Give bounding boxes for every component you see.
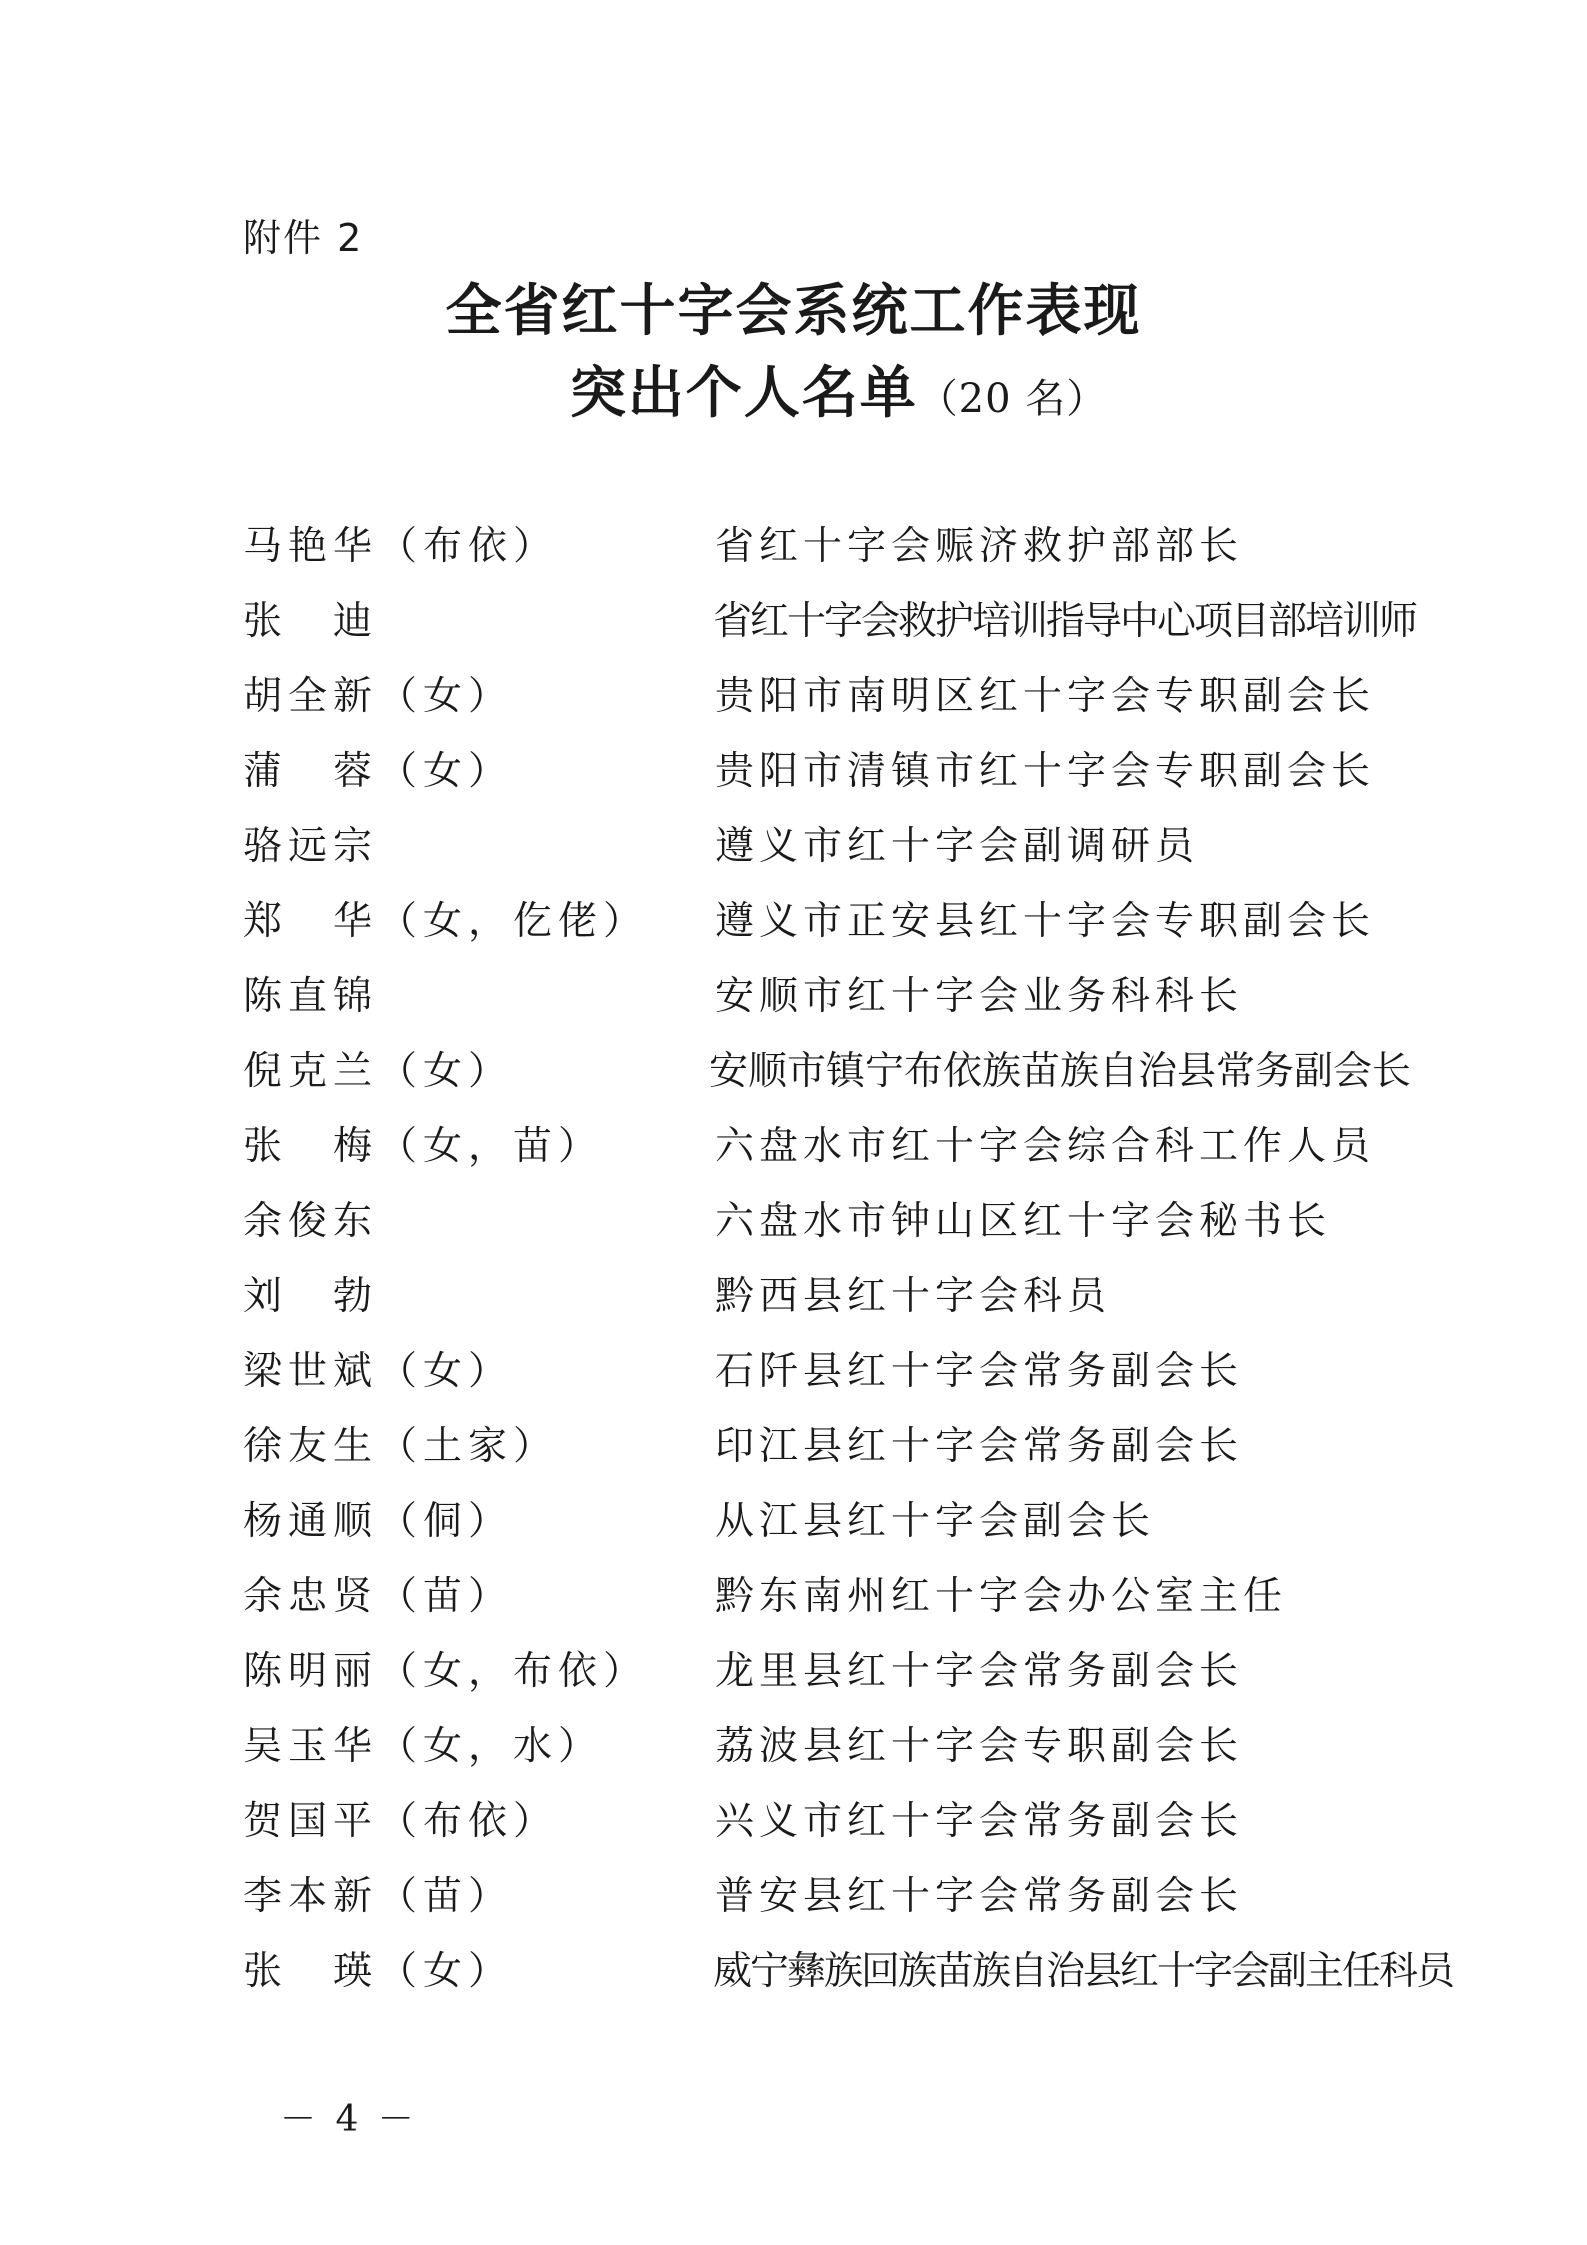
list-item <box>243 517 1393 592</box>
person-position: 兴义市红十字会常务副会长 <box>715 1799 1244 1844</box>
person-name: 李本新（苗） <box>243 1874 514 1919</box>
list-item <box>243 967 1393 1042</box>
person-position: 贵阳市清镇市红十字会专职副会长 <box>715 749 1376 794</box>
list-item <box>243 1417 1393 1492</box>
list-item <box>243 1567 1393 1642</box>
person-name: 张 瑛（女） <box>243 1949 514 1994</box>
document-title-count: （20 名） <box>917 376 1108 422</box>
list-item <box>243 1342 1393 1417</box>
list-item <box>243 892 1393 967</box>
person-position: 六盘水市红十字会综合科工作人员 <box>715 1124 1376 1169</box>
list-item <box>243 1042 1412 1117</box>
person-name: 吴玉华（女，水） <box>243 1724 604 1769</box>
page-number: － 4 － <box>280 2099 418 2140</box>
list-item <box>243 592 1417 667</box>
person-name: 张 梅（女，苗） <box>243 1124 604 1169</box>
honoree-list <box>243 517 1454 2017</box>
list-item <box>243 1267 1393 1342</box>
person-name: 倪克兰（女） <box>243 1049 514 1094</box>
person-position: 黔东南州红十字会办公室主任 <box>715 1574 1288 1619</box>
person-name: 张 迪 <box>243 599 379 644</box>
list-item <box>243 1942 1454 2017</box>
list-item <box>243 817 1393 892</box>
person-name: 陈直锦 <box>243 974 379 1019</box>
document-title-line-2 <box>0 354 1587 439</box>
list-item <box>243 1792 1393 1867</box>
person-name: 骆远宗 <box>243 824 379 869</box>
person-name: 刘 勃 <box>243 1274 379 1319</box>
person-name: 余俊东 <box>243 1199 379 1244</box>
person-position: 省红十字会救护培训指导中心项目部培训师 <box>713 599 1417 644</box>
list-item <box>243 1867 1393 1942</box>
person-position: 从江县红十字会副会长 <box>715 1499 1156 1544</box>
person-position: 石阡县红十字会常务副会长 <box>715 1349 1244 1394</box>
list-item <box>243 667 1393 742</box>
person-position: 安顺市镇宁布依族苗族自治县常务副会长 <box>709 1049 1412 1094</box>
person-name: 杨通顺（侗） <box>243 1499 514 1544</box>
person-position: 荔波县红十字会专职副会长 <box>715 1724 1244 1769</box>
person-position: 贵阳市南明区红十字会专职副会长 <box>715 674 1376 719</box>
person-position: 龙里县红十字会常务副会长 <box>715 1649 1244 1694</box>
person-position: 黔西县红十字会科员 <box>715 1274 1112 1319</box>
person-position: 印江县红十字会常务副会长 <box>715 1424 1244 1469</box>
person-position: 威宁彝族回族苗族自治县红十字会副主任科员 <box>713 1949 1454 1994</box>
person-name: 余忠贤（苗） <box>243 1574 514 1619</box>
list-item <box>243 1117 1393 1192</box>
list-item <box>243 1192 1393 1267</box>
person-name: 胡全新（女） <box>243 674 514 719</box>
list-item <box>243 1492 1393 1567</box>
person-name: 蒲 蓉（女） <box>243 749 514 794</box>
list-item <box>243 1642 1393 1717</box>
attachment-label: 附件 2 <box>243 216 364 260</box>
person-position: 六盘水市钟山区红十字会秘书长 <box>715 1199 1332 1244</box>
person-name: 陈明丽（女，布依） <box>243 1649 649 1694</box>
person-position: 遵义市正安县红十字会专职副会长 <box>715 899 1376 944</box>
person-name: 马艳华（布依） <box>243 524 559 569</box>
person-name: 郑 华（女，仡佬） <box>243 899 649 944</box>
person-position: 普安县红十字会常务副会长 <box>715 1874 1244 1919</box>
person-position: 遵义市红十字会副调研员 <box>715 824 1200 869</box>
list-item <box>243 742 1393 817</box>
person-name: 徐友生（土家） <box>243 1424 559 1469</box>
document-title-main: 突出个人名单 <box>569 361 918 426</box>
person-position: 安顺市红十字会业务科科长 <box>715 974 1244 1019</box>
person-name: 梁世斌（女） <box>243 1349 514 1394</box>
person-name: 贺国平（布依） <box>243 1799 559 1844</box>
document-title-line-1: 全省红十字会系统工作表现 <box>445 279 1142 344</box>
list-item <box>243 1717 1393 1792</box>
person-position: 省红十字会赈济救护部部长 <box>715 524 1244 569</box>
